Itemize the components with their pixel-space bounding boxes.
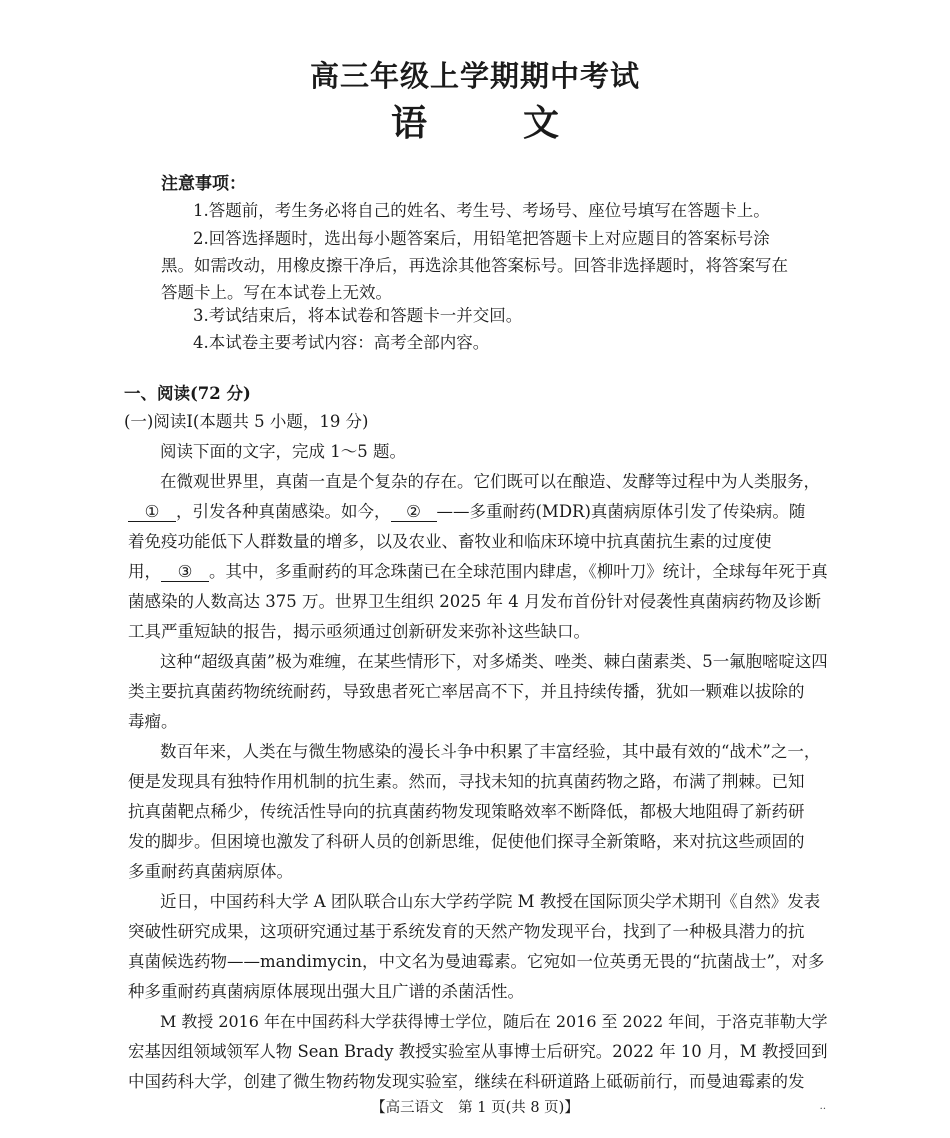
- passage-line: 中国药科大学，创建了微生物药物发现实验室，继续在科研道路上砥砺前行，而曼迪霉素的发: [128, 1072, 805, 1091]
- page-footer: 【高三语文 第 1 页(共 8 页)】: [371, 1100, 579, 1116]
- section-heading: 一、阅读(72 分): [124, 384, 251, 403]
- passage-line: 数百年来，人类在与微生物感染的漫长斗争中积累了丰富经验，其中最有效的“战术”之一，: [160, 742, 821, 761]
- notice-heading: 注意事项：: [161, 174, 246, 194]
- passage-line: ① ，引发各种真菌感染。如今， ② ——多重耐药(MDR)真菌病原体引发了传染病。随: [128, 502, 805, 522]
- passage-line: 菌感染的人数高达 375 万。世界卫生组织 2025 年 4 月发布首份针对侵袭性真菌病药物及诊断: [128, 592, 821, 611]
- notice-line-2: 2.回答选择题时，选出每小题答案后，用铅笔把答题卡上对应题目的答案标号涂: [193, 229, 770, 248]
- subject-char-1: 语: [390, 102, 427, 144]
- passage-line: 着免疫功能低下人群数量的增多，以及农业、畜牧业和临床环境中抗真菌抗生素的过度使: [128, 532, 772, 551]
- corner-mark: ··: [819, 1104, 826, 1115]
- fill-blank-1: ①: [128, 503, 176, 522]
- passage-line: 宏基因组领域领军人物 Sean Brady 教授实验室从事博士后研究。2022 年 10 月，M 教授回到: [128, 1042, 828, 1061]
- subject-char-2: 文: [523, 102, 560, 144]
- notice-line-4: 答题卡上。写在本试卷上无效。: [161, 283, 392, 302]
- passage-line: 在微观世界里，真菌一直是个复杂的存在。它们既可以在酿造、发酵等过程中为人类服务，: [160, 472, 820, 491]
- notice-line-1: 1.答题前，考生务必将自己的姓名、考生号、考场号、座位号填写在答题卡上。: [193, 201, 770, 220]
- passage-line: 发的脚步。但困境也激发了科研人员的创新思维，促使他们探寻全新策略，来对抗这些顽固的: [128, 832, 805, 851]
- passage-line: 这种“超级真菌”极为难缠，在某些情形下，对多烯类、唑类、棘白菌素类、5一氟胞嘧啶这四: [160, 652, 828, 671]
- passage-line: 近日，中国药科大学 A 团队联合山东大学药学院 M 教授在国际顶尖学术期刊《自然》发表: [160, 892, 821, 911]
- passage-line: 真菌候选药物——mandimycin，中文名为曼迪霉素。它宛如一位英勇无畏的“抗菌战士”，对多: [128, 952, 825, 971]
- passage-line: 多重耐药真菌病原体。: [128, 862, 293, 881]
- notice-line-3: 黑。如需改动，用橡皮擦干净后，再选涂其他答案标号。回答非选择题时，将答案写在: [161, 256, 788, 275]
- passage-line: 用， ③ 。其中，多重耐药的耳念珠菌已在全球范围内肆虐，《柳叶刀》统计，全球每年死于真: [128, 562, 828, 581]
- passage-line: 突破性研究成果，这项研究通过基于系统发育的天然产物发现平台，找到了一种极具潜力的抗: [128, 922, 805, 941]
- exam-title: 高三年级上学期期中考试: [309, 59, 640, 93]
- section-sub-heading: (一)阅读Ⅰ(本题共 5 小题，19 分): [124, 412, 369, 431]
- passage-line: M 教授 2016 年在中国药科大学获得博士学位，随后在 2016 至 2022 年间，于洛克菲勒大学: [160, 1012, 828, 1031]
- passage-line: 抗真菌靶点稀少，传统活性导向的抗真菌药物发现策略效率不断降低，都极大地阻碍了新药研: [128, 802, 805, 821]
- notice-line-5: 3.考试结束后，将本试卷和答题卡一并交回。: [193, 306, 523, 325]
- section-instruction: 阅读下面的文字，完成 1～5 题。: [160, 442, 406, 461]
- passage-line: 工具严重短缺的报告，揭示亟须通过创新研发来弥补这些缺口。: [128, 622, 590, 641]
- passage-line: 毒瘤。: [128, 712, 178, 731]
- passage-line: 种多重耐药真菌病原体展现出强大且广谱的杀菌活性。: [128, 982, 524, 1001]
- fill-blank-2: ②: [391, 503, 437, 522]
- passage-line: 便是发现具有独特作用机制的抗生素。然而，寻找未知的抗真菌药物之路，布满了荆棘。已知: [128, 772, 805, 791]
- fill-blank-3: ③: [161, 563, 209, 582]
- subject-title: [0, 95, 950, 146]
- notice-line-6: 4.本试卷主要考试内容：高考全部内容。: [193, 333, 490, 352]
- passage-line: 类主要抗真菌药物统统耐药，导致患者死亡率居高不下，并且持续传播，犹如一颗难以拔除的: [128, 682, 805, 701]
